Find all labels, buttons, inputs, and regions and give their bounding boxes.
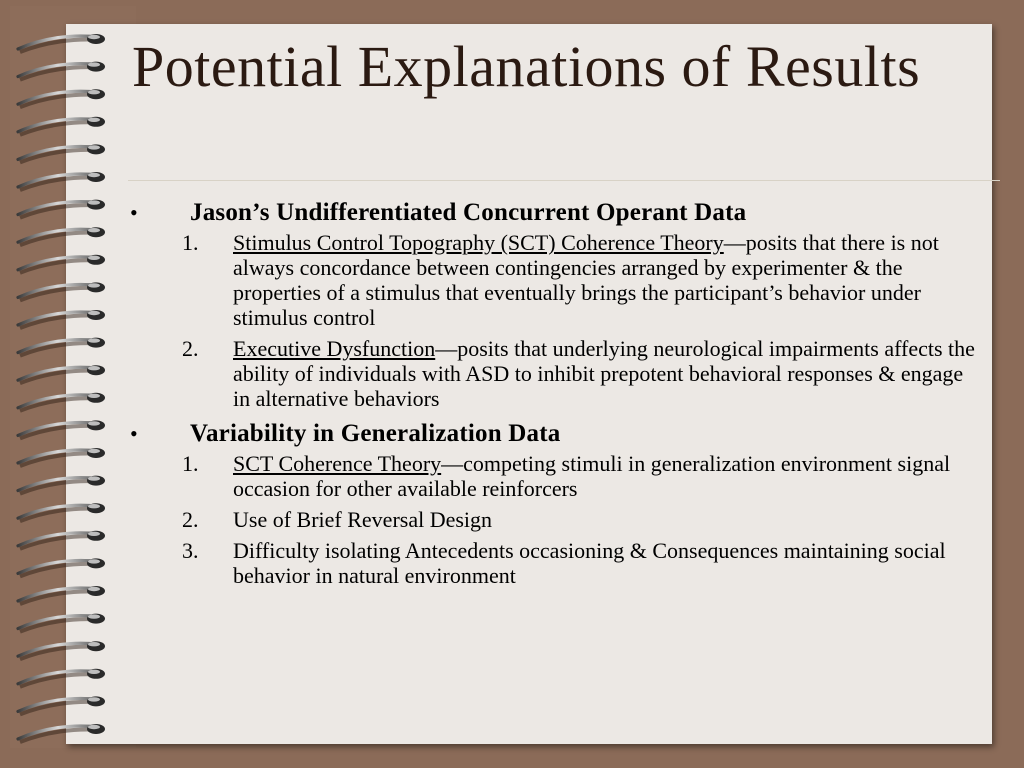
list-item [128,538,978,588]
list-number: 1. [182,451,199,476]
item-text: —posits that underlying neurological impairments affects the ability of individuals with ASD to inhibit prepotent behavioral responses & engage in alternative behaviors [233,336,975,411]
spiral-coil-icon [18,531,105,549]
list-item [128,230,978,330]
item-text: —competing stimuli in generalization environment signal occasion for other available reinforcers [233,451,951,501]
underlined-term: Stimulus Control Topography (SCT) Coherence Theory [233,230,724,255]
spiral-coil-icon [18,696,105,714]
slide-content [128,196,978,594]
item-text: Use of Brief Reversal Design [233,507,493,532]
spiral-coil-icon [18,724,105,742]
section-heading-text: Jason’s Undifferentiated Concurrent Operant Data [190,199,747,226]
spiral-coil-icon [18,282,105,300]
underlined-term: SCT Coherence Theory [233,451,442,476]
list-item [128,336,978,411]
spiral-coil-icon [18,338,105,356]
spiral-coil-icon [18,614,105,632]
section-heading [128,417,978,451]
spiral-coil-icon [18,255,105,273]
item-text: Difficulty isolating Antecedents occasioning & Consequences maintaining social behavior in natural environment [233,538,946,588]
item-text: —posits that there is not always concordance between contingencies arranged by experimenter & the properties of a stimulus that eventually brings the participant’s behavior under stimulus control [233,230,939,330]
spiral-binding-icon [0,0,130,768]
spiral-coil-icon [18,503,105,521]
bullet-icon: • [130,421,138,446]
section-concurrent-operant [128,196,978,411]
spiral-coil-icon [18,393,105,411]
list-number: 1. [182,230,199,255]
bullet-icon: • [130,200,138,225]
spiral-coil-icon [18,310,105,328]
spiral-coil-icon [18,144,105,162]
spiral-coil-icon [18,62,105,80]
spiral-coil-icon [18,117,105,135]
title-divider [128,180,1000,181]
list-number: 2. [182,336,199,361]
spiral-coil-icon [18,558,105,576]
list-item [128,451,978,501]
spiral-coil-icon [18,669,105,687]
list-number: 2. [182,507,199,532]
numbered-list [128,451,978,588]
section-heading [128,196,978,230]
spiral-coil-icon [18,586,105,604]
list-item [128,507,978,532]
spiral-coil-icon [18,448,105,466]
spiral-coil-icon [18,34,105,52]
spiral-coil-icon [18,172,105,190]
spiral-coil-icon [18,641,105,659]
section-generalization [128,417,978,588]
spiral-coil-icon [18,420,105,438]
slide-title: Potential Explanations of Results [132,34,921,99]
spiral-coil-icon [18,89,105,107]
spiral-coil-icon [18,476,105,494]
spiral-coil-icon [18,200,105,218]
spiral-coil-icon [18,227,105,245]
numbered-list [128,230,978,411]
section-heading-text: Variability in Generalization Data [190,420,561,447]
underlined-term: Executive Dysfunction [233,336,436,361]
spiral-coil-icon [18,365,105,383]
list-number: 3. [182,538,199,563]
